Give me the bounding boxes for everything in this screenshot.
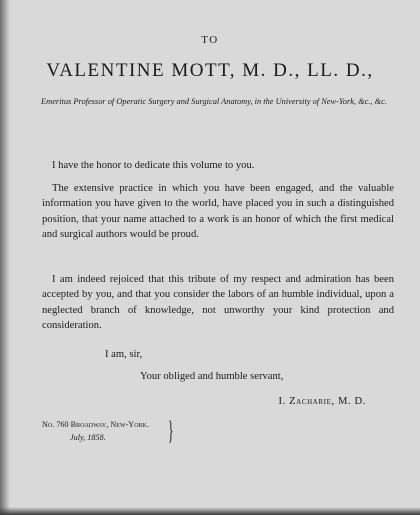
paragraph-2: The extensive practice in which you have been engaged, and the valuable information you have given to the world, have placed you in such a distinguished position, that your name attached to a work is an honor of which the first medical and surgical authors would be proud. xyxy=(42,183,394,241)
address-line: No. 760 Broadway, New-York. xyxy=(42,420,149,429)
address-date: July, 1858. xyxy=(70,433,106,442)
paragraph-3: I am indeed rejoiced that this tribute of my respect and admiration has been accepted by you, and that you consider the labors of an humble individual, upon a neglected branch of knowledge, not unworthy your kind protection and consideration. xyxy=(42,274,394,332)
paragraph-1: I have the honor to dedicate this volume to you. xyxy=(52,160,255,171)
dedicatee-titles: Emeritus Professor of Operatic Surgery and Surgical Anatomy, in the University of New-York, &c., &c. xyxy=(41,97,387,106)
closing-salutation: I am, sir, xyxy=(105,349,143,360)
brace-glyph: } xyxy=(168,416,174,445)
address-block xyxy=(42,418,149,444)
author-signature: I. Zacharie, M. D. xyxy=(278,396,366,407)
dedicatee-name: VALENTINE MOTT, M. D., LL. D., xyxy=(46,60,374,81)
closing-servant: Your obliged and humble servant, xyxy=(140,371,284,382)
dedication-to: TO xyxy=(201,34,219,46)
